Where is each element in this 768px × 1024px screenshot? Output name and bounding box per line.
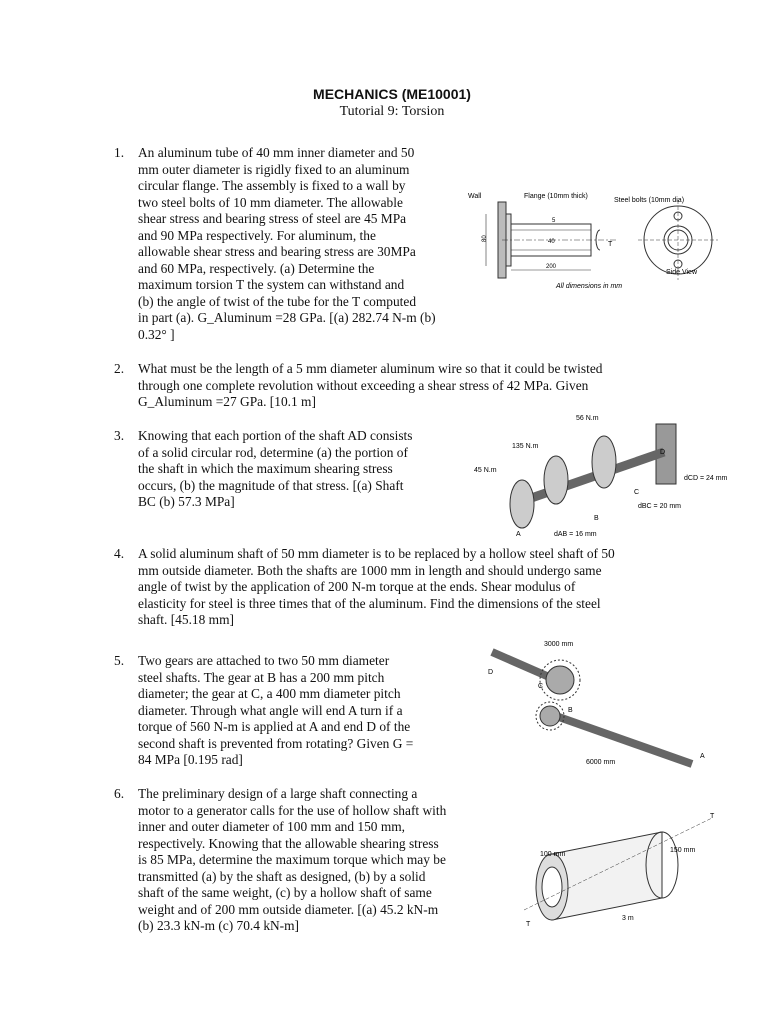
fig3-dcd: dCD = 24 mm — [684, 475, 728, 482]
fig6-torque-left: T — [526, 921, 531, 928]
fig6-length: 3 m — [622, 915, 634, 922]
fig5-len-3000: 3000 mm — [544, 641, 574, 648]
question-number: 3. — [114, 428, 125, 443]
fig3-point-b: B — [594, 515, 599, 522]
figure-1-tube-flange — [468, 186, 740, 294]
fig1-dim-5: 5 — [552, 218, 556, 224]
fig1-dim-80: 80 — [482, 235, 488, 242]
fig3-torque-56: 56 N.m — [576, 415, 599, 422]
fig5-point-b: B — [568, 707, 573, 714]
fig3-point-a: A — [516, 531, 521, 538]
fig3-dab: dAB = 16 mm — [554, 531, 597, 538]
fig1-side-view-label: Side View — [666, 269, 698, 276]
fig6-torque-right: T — [710, 813, 715, 820]
figure-5-gears — [480, 628, 720, 786]
fig6-inner-diameter: 100 mm — [540, 851, 566, 858]
question-number: 4. — [114, 546, 125, 561]
question-1-text: An aluminum tube of 40 mm inner diameter and 50 mm outer diameter is rigidly fixed to an aluminum circular flange. The assembly is fixed to a wall by two steel bolts of 10 mm diameter. The allowable shear stress and bearing stress of steel are 45 MPa and 90 MPa respectively. For aluminum, the allowable shear stress and bearing stress are 30MPa and 60 MPa, respectively. (a) Determine the maximum torsion T the system can withstand and (b) the angle of twist of the tube for the T computed in part (a). G_Aluminum =28 GPa. [(a) 282.74 N-m (b) 0.32° ] — [138, 145, 436, 342]
page-title: MECHANICS (ME10001) — [313, 86, 471, 102]
fig1-torque-label: T — [608, 241, 613, 248]
question-number: 1. — [114, 145, 125, 160]
fig5-point-d: D — [488, 669, 494, 676]
fig1-dim-200: 200 — [546, 264, 557, 270]
question-number: 2. — [114, 361, 125, 376]
fig1-caption: All dimensions in mm — [556, 283, 623, 290]
question-5-text: Two gears are attached to two 50 mm diameter steel shafts. The gear at B has a 200 mm pitch diameter; the gear at C, a 400 mm diameter pitch diameter. Through what angle will end A turn if a torque of 560 N-m is applied at A and end D of the second shaft is prevented from rotating? Given G = 84 MPa [0.195 rad] — [138, 653, 414, 767]
fig5-point-c: C — [538, 683, 544, 690]
fig1-dim-40: 40 — [548, 239, 555, 245]
fig6-outer-diameter: 150 mm — [670, 847, 696, 854]
figure-3-stepped-shaft — [474, 408, 734, 538]
question-6-text: The preliminary design of a large shaft connecting a motor to a generator calls for the use of hollow shaft with inner and outer diameter of 100 mm and 150 mm, respectively. Knowing that the allowable shearing stress is 85 MPa, determine the maximum torque which may be transmitted (a) by the shaft as designed, (b) by a solid shaft of the same weight, (c) by a hollow shaft of same weight and of 200 mm outside diameter. [(a) 45.2 kN-m (b) 23.3 kN-m (c) 70.4 kN-m] — [138, 786, 447, 933]
fig3-dbc: dBC = 20 mm — [638, 503, 681, 510]
fig3-point-d: D — [660, 449, 666, 456]
fig3-point-c: C — [634, 489, 640, 496]
question-number: 5. — [114, 653, 125, 668]
fig1-bolts-label: Steel bolts (10mm dia) — [614, 197, 685, 204]
question-4-text: A solid aluminum shaft of 50 mm diameter is to be replaced by a hollow steel shaft of 50 mm outside diameter. Both the shafts are 1000 mm in length and should undergo same angle of twist by the application of 200 N-m torque at the ends. Shear modulus of elasticity for steel is three times that of the aluminum. Find the dimensions of the steel shaft. [45.18 mm] — [138, 546, 615, 627]
fig5-point-a: A — [700, 753, 705, 760]
fig3-torque-45: 45 N.m — [474, 467, 497, 474]
fig3-torque-135: 135 N.m — [512, 443, 539, 450]
page-subtitle: Tutorial 9: Torsion — [339, 104, 445, 119]
question-3-text: Knowing that each portion of the shaft AD consists of a solid circular rod, determine (a) the portion of the shaft in which the maximum shearing stress occurs, (b) the magnitude of that stress. [(a) Shaft BC (b) 57.3 MPa] — [138, 428, 413, 509]
question-number: 6. — [114, 786, 125, 801]
figure-6-hollow-shaft — [512, 798, 722, 936]
fig1-flange-label: Flange (10mm thick) — [524, 193, 588, 200]
fig1-wall-label: Wall — [468, 193, 482, 200]
fig5-len-6000: 6000 mm — [586, 759, 616, 766]
question-2-text: What must be the length of a 5 mm diameter aluminum wire so that it could be twisted through one complete revolution without exceeding a shear stress of 42 MPa. Given G_Aluminum =27 GPa. [10.1 m] — [138, 361, 603, 409]
